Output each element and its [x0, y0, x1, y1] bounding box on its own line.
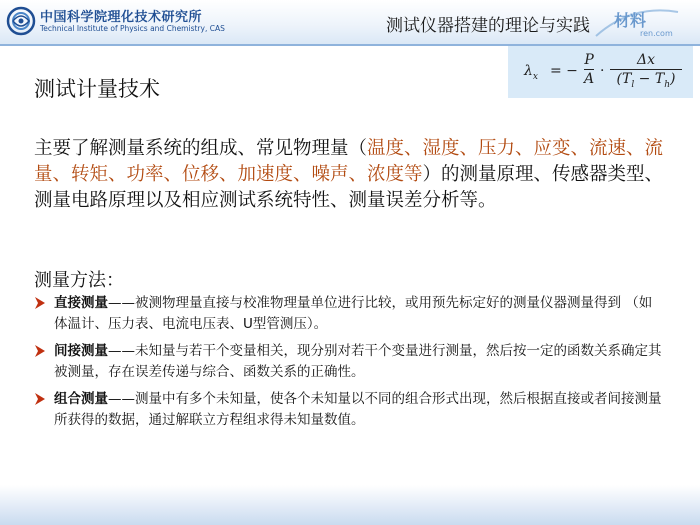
- method-desc: ——被测物理量直接与校准物理量单位进行比较，或用预先标定好的测量仪器测量得到 （如体温计、压力表、电流电压表、U型管测压）。: [54, 295, 653, 332]
- arrow-bullet-icon: [34, 296, 46, 310]
- method-desc: ——测量中有多个未知量，使各个未知量以不同的组合形式出现，然后根据直接或者间接测量所获得的数据，通过解联立方程组求得未知量数值。: [54, 391, 662, 428]
- method-term: 直接测量: [54, 295, 108, 311]
- method-item-direct: [34, 293, 664, 335]
- methods-list: [34, 293, 664, 437]
- slide-title: 测试计量技术: [34, 77, 160, 101]
- watermark-logo: [592, 2, 682, 42]
- intro-quantities: 温度、湿度、压力、应变、流速、流量、转矩、功率、位移、加速度、噪声、浓度等: [34, 138, 664, 185]
- institute-name-cn: 中国科学院理化技术研究所: [40, 10, 203, 25]
- arrow-bullet-icon: [34, 392, 46, 406]
- method-term: 间接测量: [54, 343, 108, 359]
- formula-box: [508, 46, 693, 98]
- method-term: 组合测量: [54, 391, 108, 407]
- slide-header: [0, 0, 700, 46]
- watermark-sub: ren.com: [640, 29, 673, 38]
- formula-fraction-1: $\frac{P}{A}$: [584, 52, 595, 87]
- methods-heading: 测量方法：: [34, 270, 124, 291]
- deck-title: 测试仪器搭建的理论与实践: [386, 16, 590, 36]
- method-desc: ——未知量与若干个变量相关，现分别对若干个变量进行测量，然后按一定的函数关系确定其被测量，存在误差传递与综合、函数关系的正确性。: [54, 343, 662, 380]
- method-item-combined: [34, 389, 664, 431]
- formula-fraction-2: $\frac{\Delta x}{(T_l - T_h)}$: [610, 52, 682, 90]
- formula-dot: ·: [600, 63, 605, 79]
- slide-footer: [0, 485, 700, 525]
- intro-text-2: ）的测量原理、传感器类型、测量电路原理以及相应测试系统特性、测量误差分析等。: [34, 164, 664, 211]
- formula-lhs: $\lambda_x$: [524, 63, 538, 82]
- method-item-indirect: [34, 341, 664, 383]
- intro-paragraph: [34, 136, 664, 214]
- institute-logo-icon: [6, 6, 36, 36]
- watermark-text: 材料: [614, 11, 647, 30]
- formula-equals: = −: [550, 63, 578, 79]
- institute-name-en: Technical Institute of Physics and Chemistry, CAS: [40, 24, 225, 33]
- arrow-bullet-icon: [34, 344, 46, 358]
- intro-text-1: 主要了解测量系统的组成、常见物理量（: [34, 138, 368, 159]
